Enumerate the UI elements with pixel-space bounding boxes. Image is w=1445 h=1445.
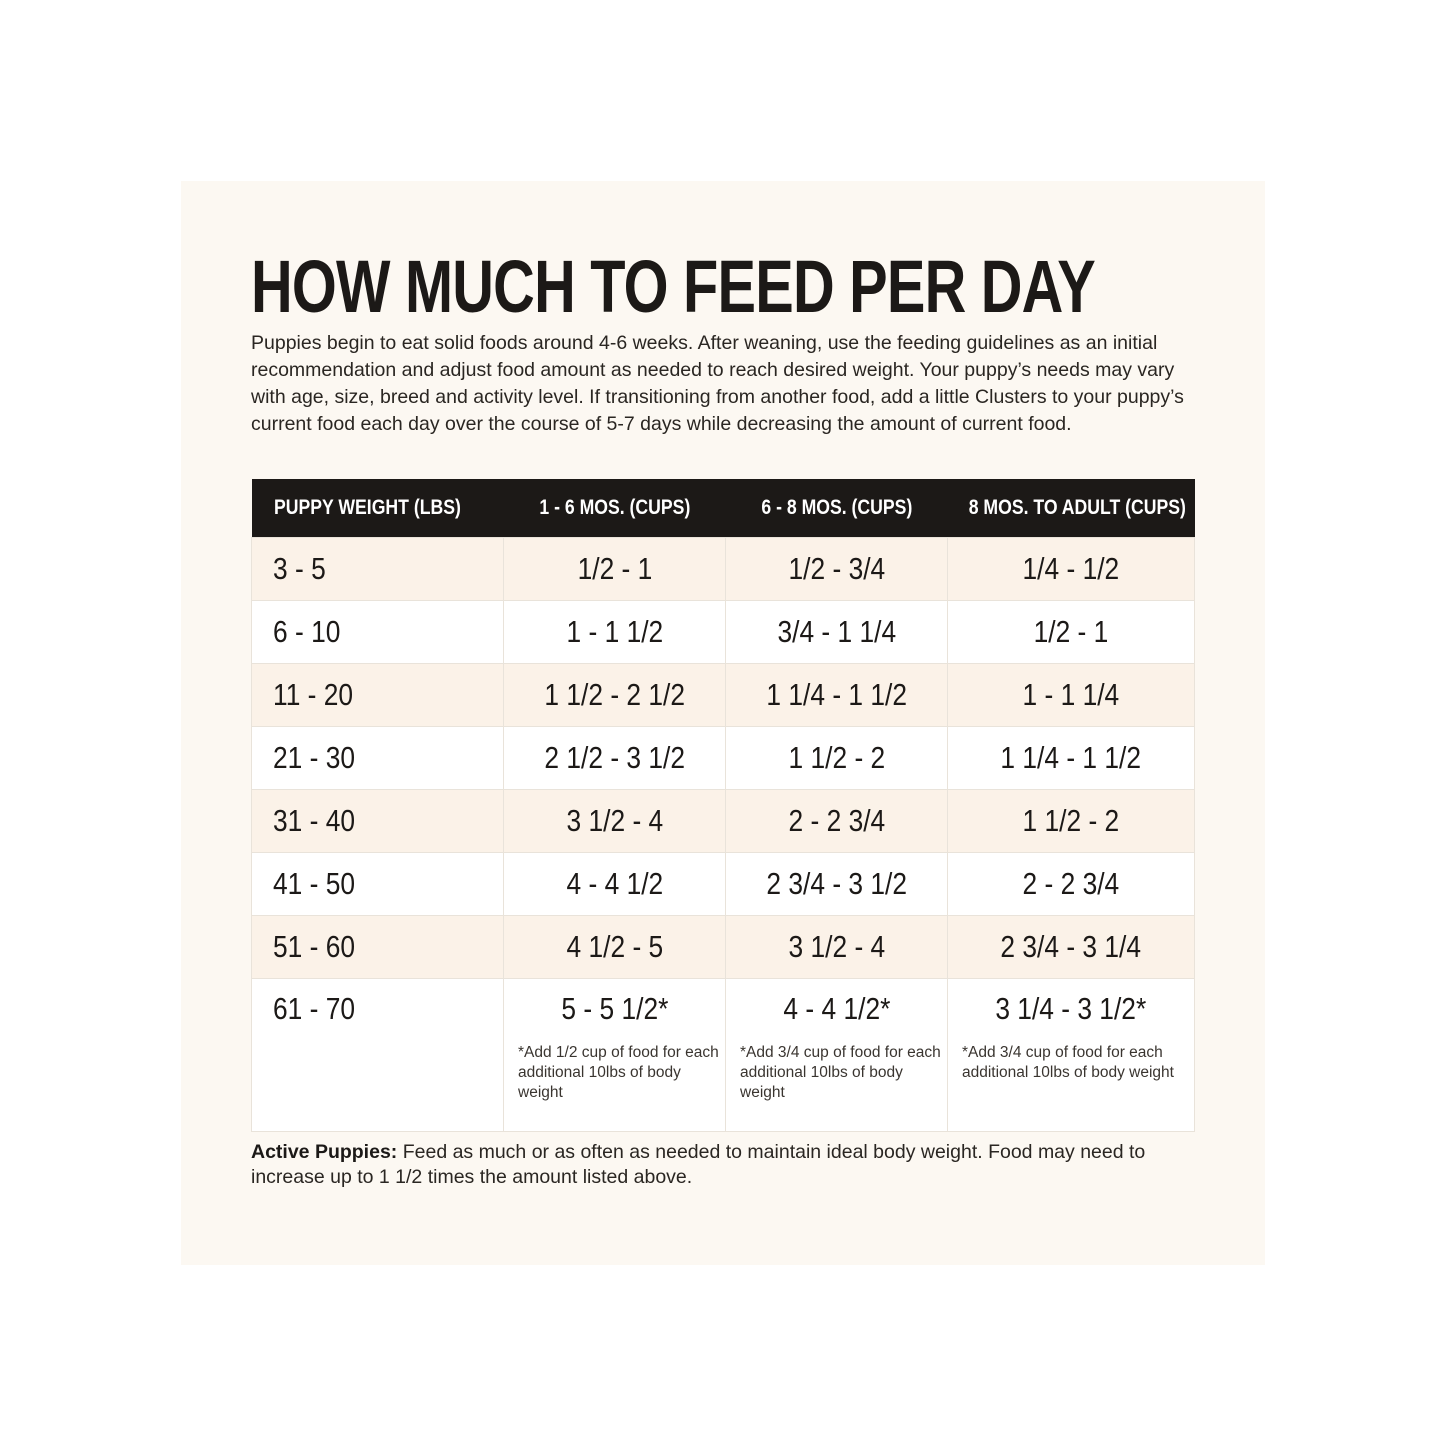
- cell-value: 1 1/2 - 2: [788, 740, 885, 775]
- cell-value: 1/4 - 1/2: [1022, 551, 1120, 586]
- cell-value: 4 - 4 1/2*: [783, 991, 890, 1026]
- feeding-table: [251, 479, 1195, 1132]
- cell-value: 1 - 1 1/4: [1022, 677, 1120, 712]
- amount-cell: [726, 979, 948, 1132]
- amount-cell: [948, 853, 1195, 916]
- cell-value: 1/2 - 3/4: [788, 551, 885, 586]
- cell-value: 3/4 - 1 1/4: [777, 614, 896, 649]
- amount-cell: [948, 601, 1195, 664]
- table-row: [252, 853, 1195, 916]
- amount-cell: [948, 538, 1195, 601]
- cell-value: 2 1/2 - 3 1/2: [544, 740, 685, 775]
- page-title: HOW MUCH TO FEED PER DAY: [251, 245, 1095, 328]
- cell-value: 1 - 1 1/2: [566, 614, 663, 649]
- header-label: 1 - 6 MOS. (CUPS): [539, 496, 690, 519]
- header-6-8-months: [726, 479, 948, 538]
- amount-cell: [948, 979, 1195, 1132]
- cell-value: 31 - 40: [273, 803, 356, 838]
- weight-cell: [252, 853, 504, 916]
- table-row: [252, 979, 1195, 1132]
- header-label: 6 - 8 MOS. (CUPS): [761, 496, 912, 519]
- table-row: [252, 916, 1195, 979]
- amount-cell: [726, 916, 948, 979]
- cell-value: 11 - 20: [273, 677, 354, 712]
- table-row: [252, 664, 1195, 727]
- amount-cell: [504, 790, 726, 853]
- cell-value: 3 1/4 - 3 1/2*: [995, 991, 1147, 1026]
- footnote: *Add 3/4 cup of food for each additional 10lbs of body weight: [740, 1044, 941, 1101]
- cell-value: 61 - 70: [273, 991, 356, 1026]
- cell-value: 1 1/4 - 1 1/2: [766, 677, 907, 712]
- amount-cell: [948, 727, 1195, 790]
- weight-cell: [252, 790, 504, 853]
- cell-value: 3 - 5: [273, 551, 326, 586]
- footnote: *Add 3/4 cup of food for each additional 10lbs of body weight: [962, 1044, 1174, 1081]
- amount-cell: [504, 853, 726, 916]
- amount-cell: [726, 727, 948, 790]
- amount-cell: [948, 790, 1195, 853]
- amount-cell: [726, 538, 948, 601]
- cell-value: 2 - 2 3/4: [788, 803, 885, 838]
- active-puppies-label: Active Puppies:: [251, 1141, 398, 1163]
- header-puppy-weight: [252, 479, 504, 538]
- cell-value: 51 - 60: [273, 929, 356, 964]
- footnote: *Add 1/2 cup of food for each additional 10lbs of body weight: [518, 1044, 719, 1101]
- header-label: 8 MOS. TO ADULT (CUPS): [968, 496, 1186, 519]
- cell-value: 1 1/2 - 2: [1022, 803, 1120, 838]
- header-label: PUPPY WEIGHT (LBS): [273, 496, 461, 519]
- amount-cell: [948, 916, 1195, 979]
- active-puppies-note: [251, 1140, 1201, 1190]
- cell-value: 41 - 50: [273, 866, 356, 901]
- weight-cell: [252, 538, 504, 601]
- table-row: [252, 727, 1195, 790]
- table-row: [252, 601, 1195, 664]
- cell-value: 21 - 30: [273, 740, 356, 775]
- cell-value: 1/2 - 1: [1033, 614, 1109, 649]
- cell-value: 2 3/4 - 3 1/4: [1000, 929, 1142, 964]
- weight-cell: [252, 664, 504, 727]
- cell-value: 6 - 10: [273, 614, 341, 649]
- amount-cell: [504, 727, 726, 790]
- cell-value: 4 - 4 1/2: [566, 866, 663, 901]
- header-1-6-months: [504, 479, 726, 538]
- amount-cell: [726, 790, 948, 853]
- table-header-row: [252, 479, 1195, 538]
- table-row: [252, 538, 1195, 601]
- cell-value: 4 1/2 - 5: [566, 929, 663, 964]
- cell-value: 1 1/4 - 1 1/2: [1000, 740, 1142, 775]
- active-puppies-text: Feed as much or as often as needed to maintain ideal body weight. Food may need to increase up to 1 1/2 times the amount listed above.: [251, 1141, 1146, 1188]
- cell-value: 1/2 - 1: [577, 551, 652, 586]
- table-row: [252, 790, 1195, 853]
- amount-cell: [726, 853, 948, 916]
- amount-cell: [504, 538, 726, 601]
- cell-value: 3 1/2 - 4: [788, 929, 885, 964]
- cell-value: 2 - 2 3/4: [1022, 866, 1120, 901]
- amount-cell: [504, 664, 726, 727]
- cell-value: 2 3/4 - 3 1/2: [766, 866, 907, 901]
- weight-cell: [252, 601, 504, 664]
- amount-cell: [504, 979, 726, 1132]
- weight-cell: [252, 916, 504, 979]
- amount-cell: [504, 916, 726, 979]
- amount-cell: [726, 601, 948, 664]
- amount-cell: [504, 601, 726, 664]
- cell-value: 3 1/2 - 4: [566, 803, 663, 838]
- amount-cell: [948, 664, 1195, 727]
- amount-cell: [726, 664, 948, 727]
- header-8-months-to-adult: [948, 479, 1195, 538]
- weight-cell: [252, 727, 504, 790]
- intro-paragraph: Puppies begin to eat solid foods around 4-6 weeks. After weaning, use the feeding guidelines as an initial recommendation and adjust food amount as needed to reach desired weight. Your puppy’s needs may vary with age, size, breed and activity level. If transitioning from another food, add a little Clusters to your puppy’s current food each day over the course of 5-7 days while decreasing the amount of current food.: [251, 332, 1184, 435]
- weight-cell: [252, 979, 504, 1132]
- cell-value: 1 1/2 - 2 1/2: [544, 677, 685, 712]
- cell-value: 5 - 5 1/2*: [561, 991, 668, 1026]
